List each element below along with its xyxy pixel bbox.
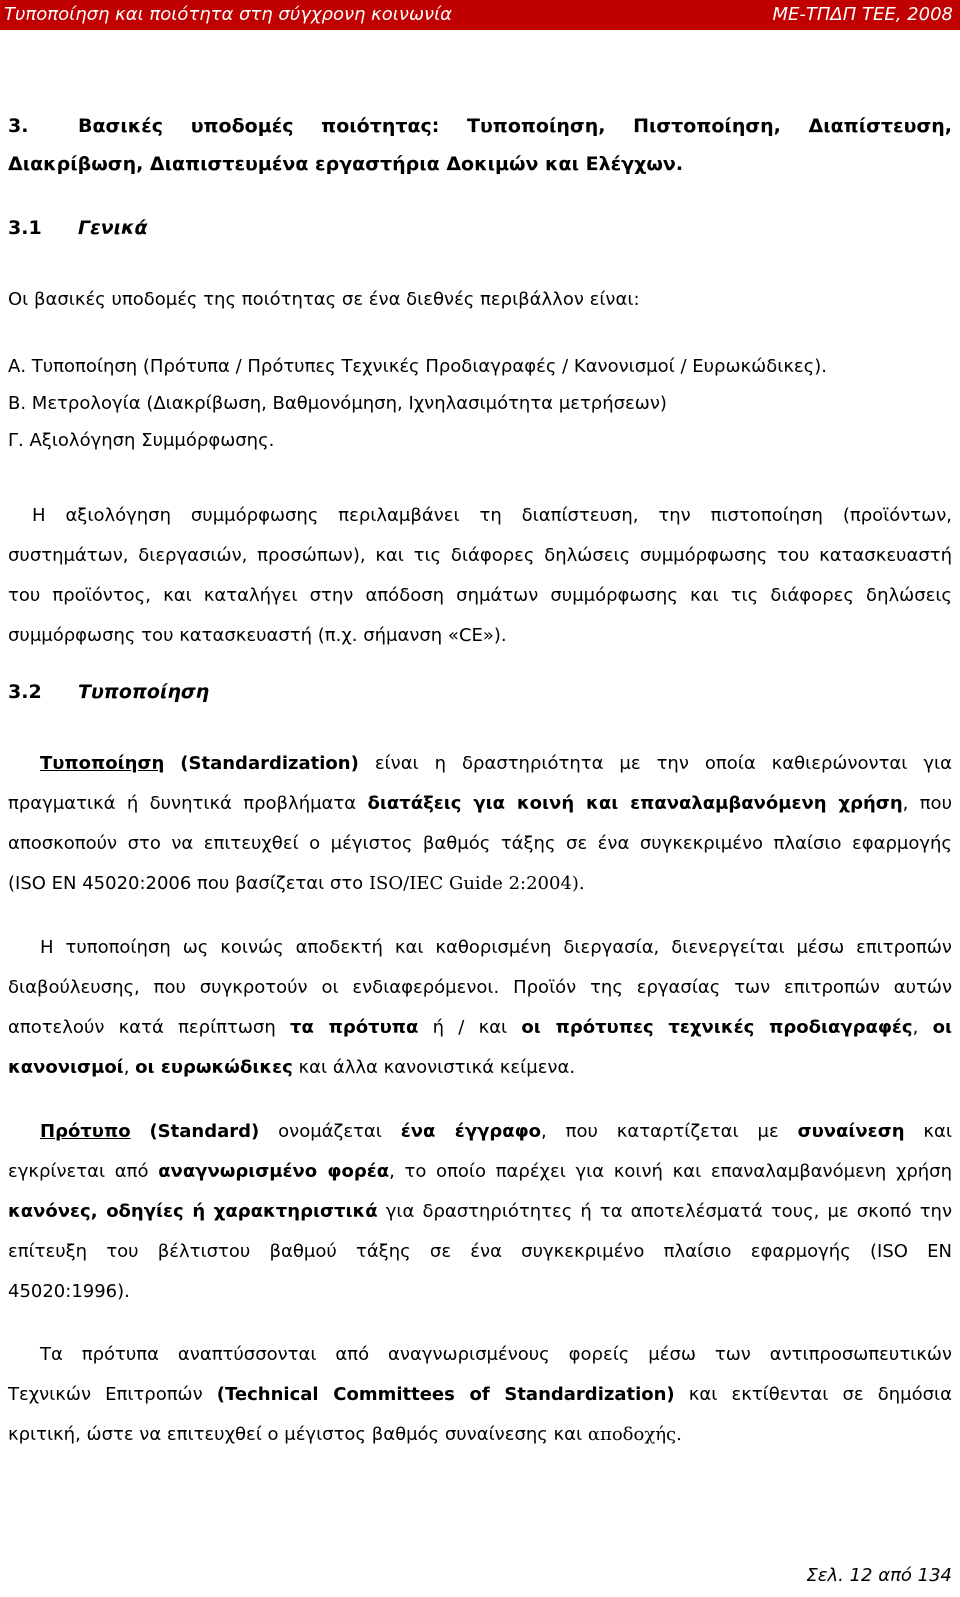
text: είναι η δραστηριότητα με την οποία καθιερώνονται για xyxy=(374,753,952,774)
infrastructure-list xyxy=(8,348,952,459)
section-number: 3.1 xyxy=(8,217,42,239)
page-number: Σελ. 12 από 134 xyxy=(806,1565,952,1586)
section-title: Τυποποίηση xyxy=(78,681,210,703)
section-title-line-2: Διακρίβωση, Διαπιστευμένα εργαστήρια Δοκιμών και Ελέγχων. xyxy=(8,153,684,175)
text: Η τυποποίηση ως κοινώς αποδεκτή και καθορισμένη διεργασία, διενεργείται μέσω επιτροπών xyxy=(40,937,952,958)
bold-text: οι πρότυπες τεχνικές προδιαγραφές xyxy=(521,1017,913,1038)
list-item: Γ. Αξιολόγηση Συμμόρφωσης. xyxy=(8,430,275,451)
text: και άλλα κανονιστικά κείμενα. xyxy=(298,1057,576,1078)
term-english: (Standard) xyxy=(149,1121,260,1142)
text: εγκρίνεται από xyxy=(8,1161,149,1182)
text: για δραστηριότητες ή τα αποτελέσματά τους, με σκοπό την xyxy=(385,1201,952,1222)
text: , που xyxy=(902,793,952,814)
section-number: 3. xyxy=(8,115,29,137)
page-header xyxy=(0,0,960,30)
text: επίτευξη του βέλτιστου βαθμού τάξης σε ένα συγκεκριμένο πλαίσιο εφαρμογής (ISO EN xyxy=(8,1241,952,1262)
reference-text: ISO/IEC Guide 2:2004). xyxy=(368,873,585,894)
standardization-process xyxy=(8,928,952,1088)
section-3-2-heading xyxy=(8,677,952,707)
paragraph-line: συμμόρφωσης του κατασκευαστή (π.χ. σήμανση «CE»). xyxy=(8,625,507,646)
section-3-1-heading xyxy=(8,213,952,243)
term-english: (Standardization) xyxy=(180,753,359,774)
section-3-heading xyxy=(8,107,952,183)
header-title: Τυποποίηση και ποιότητα στη σύγχρονη κοινωνία xyxy=(4,4,453,25)
text: και εκτίθενται σε δημόσια xyxy=(688,1384,952,1405)
bold-text: συναίνεση xyxy=(797,1121,905,1142)
text: ονομάζεται xyxy=(278,1121,382,1142)
bold-text: τα πρότυπα xyxy=(289,1017,419,1038)
text: αποσκοπούν στο να επιτευχθεί ο μέγιστος βαθμός τάξης σε ένα συγκεκριμένο πλαίσιο εφαρμογής xyxy=(8,833,952,854)
bold-text: οι ευρωκώδικες xyxy=(135,1057,293,1078)
text: ή / και xyxy=(432,1017,508,1038)
bold-text: οι xyxy=(932,1017,952,1038)
header-ref: ΜΕ-ΤΠΔΠ ΤΕΕ, 2008 xyxy=(772,4,953,25)
text: πραγματικά ή δυνητικά προβλήματα xyxy=(8,793,357,814)
text: (ISO EN 45020:2006 που βασίζεται στο xyxy=(8,873,364,894)
text: Τα πρότυπα αναπτύσσονται από αναγνωρισμένους φορείς μέσω των αντιπροσωπευτικών xyxy=(40,1344,952,1365)
section-title: Γενικά xyxy=(78,217,148,239)
bold-text: (Technical Committees of Standardization) xyxy=(216,1384,675,1405)
term: Πρότυπο xyxy=(40,1121,131,1142)
standard-definition xyxy=(8,1112,952,1312)
paragraph-line: συστημάτων, διεργασιών, προσώπων), και τις διάφορες δηλώσεις συμμόρφωσης του κατασκευαστή xyxy=(8,545,952,566)
bold-text: κανόνες, οδηγίες ή χαρακτηριστικά xyxy=(8,1201,378,1222)
paragraph-line: του προϊόντος, και καταλήγει στην απόδοση σημάτων συμμόρφωσης και τις διάφορες δηλώσεις xyxy=(8,585,952,606)
bold-text: ένα έγγραφο xyxy=(400,1121,542,1142)
bold-text: κανονισμοί xyxy=(8,1057,124,1078)
list-item: Β. Μετρολογία (Διακρίβωση, Βαθμονόμηση, Ιχνηλασιμότητα μετρήσεων) xyxy=(8,393,667,414)
list-item: Α. Τυποποίηση (Πρότυπα / Πρότυπες Τεχνικές Προδιαγραφές / Κανονισμοί / Ευρωκώδικες). xyxy=(8,356,827,377)
standards-development xyxy=(8,1335,952,1455)
text: κριτική, ώστε να επιτευχθεί ο μέγιστος βαθμός συναίνεσης και xyxy=(8,1424,583,1445)
text: αποδοχής. xyxy=(587,1424,682,1445)
text: , xyxy=(912,1017,919,1038)
bold-text: διατάξεις για κοινή και επαναλαμβανόμενη χρήση xyxy=(367,793,903,814)
section-number: 3.2 xyxy=(8,681,42,703)
text: 45020:1996). xyxy=(8,1281,130,1302)
paragraph-line: Η αξιολόγηση συμμόρφωσης περιλαμβάνει τη διαπίστευση, την πιστοποίηση (προϊόντων, xyxy=(32,505,952,526)
intro-text: Οι βασικές υποδομές της ποιότητας σε ένα διεθνές περιβάλλον είναι: xyxy=(8,289,640,310)
text: διαβούλευσης, που συγκροτούν οι ενδιαφερόμενοι. Προϊόν της εργασίας των επιτροπών αυτών xyxy=(8,977,952,998)
text: αποτελούν κατά περίπτωση xyxy=(8,1017,276,1038)
text: Τεχνικών Επιτροπών xyxy=(8,1384,203,1405)
text: και xyxy=(923,1121,952,1142)
conformity-paragraph xyxy=(8,496,952,656)
text: , που καταρτίζεται με xyxy=(541,1121,779,1142)
bold-text: αναγνωρισμένο φορέα xyxy=(158,1161,390,1182)
text: , xyxy=(123,1057,130,1078)
text: , το οποίο παρέχει για κοινή και επαναλαμβανόμενη χρήση xyxy=(389,1161,952,1182)
section-title-line-1: Βασικές υποδομές ποιότητας: Τυποποίηση, Πιστοποίηση, Διαπίστευση, xyxy=(78,115,952,137)
term: Τυποποίηση xyxy=(40,753,165,774)
standardization-definition xyxy=(8,744,952,904)
